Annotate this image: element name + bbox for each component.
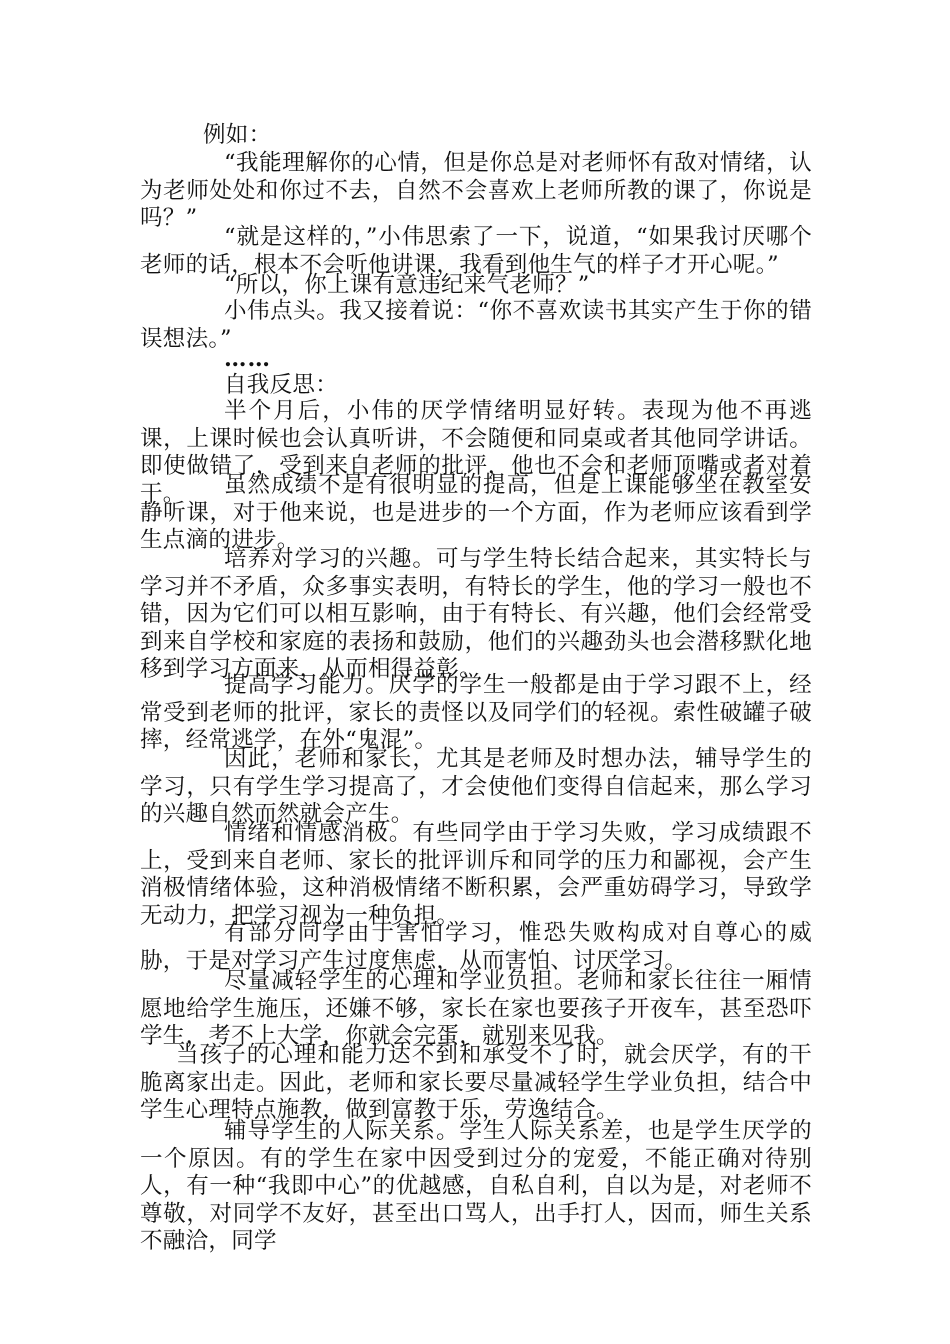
body-paragraph: 虽然成绩不是有很明显的提高，但是上课能够坐在教室安静听课，对于他来说，也是进步的一个方面，作为老师应该看到学生点滴的进步。 bbox=[140, 472, 812, 553]
body-paragraph: 因此，老师和家长，尤其是老师及时想办法，辅导学生的学习，只有学生学习提高了，才会使他们变得自信起来，那么学习的兴趣自然而然就会产生。 bbox=[140, 746, 812, 827]
body-paragraph: 辅导学生的人际关系。学生人际关系差，也是学生厌学的一个原因。有的学生在家中因受到过分的宠爱，不能正确对待别人，有一种“我即中心”的优越感，自私自利，自以为是，对老师不尊敬，对同学不友好，甚至出口骂人，出手打人，因而，师生关系不融洽，同学 bbox=[140, 1118, 812, 1254]
dialogue-paragraph: 小伟点头。我又接着说：“你不喜欢读书其实产生于你的错误想法。” bbox=[140, 298, 812, 352]
dialogue-paragraph: “我能理解你的心情，但是你总是对老师怀有敌对情绪，认为老师处处和你过不去，自然不会喜欢上老师所教的课了，你说是吗？” bbox=[140, 150, 812, 231]
example-heading: 例如： bbox=[203, 122, 272, 148]
body-paragraph: 有部分同学由于害怕学习，惟恐失败构成对自尊心的威胁，于是对学习产生过度焦虑，从而害怕、讨厌学习。 bbox=[140, 920, 812, 974]
ellipsis: …… bbox=[224, 346, 271, 372]
body-paragraph: 提高学习能力。厌学的学生一般都是由于学习跟不上，经常受到老师的批评，家长的责怪以及同学们的轻视。索性破罐子破摔，经常逃学，在外“鬼混”。 bbox=[140, 672, 812, 753]
body-paragraph: 情绪和情感消极。有些同学由于学习失败，学习成绩跟不上，受到来自老师、家长的批评训斥和同学的压力和鄙视，会产生消极情绪体验，这种消极情绪不断积累，会严重妨碍学习，导致学无动力，把学习视为一种负担。 bbox=[140, 820, 812, 929]
body-paragraph: 半个月后，小伟的厌学情绪明显好转。表现为他不再逃课，上课时候也会认真听讲，不会随便和同桌或者其他同学讲话。即使做错了，受到来自老师的批评，他也不会和老师顶嘴或者对着干。 bbox=[140, 398, 812, 507]
body-paragraph: 尽量减轻学生的心理和学业负担。老师和家长往往一厢情愿地给学生施压，还嫌不够，家长在家也要孩子开夜车，甚至恐吓学生，考不上大学，你就会完蛋，就别来见我。 bbox=[140, 968, 812, 1049]
body-paragraph: 当孩子的心理和能力达不到和承受不了时，就会厌学，有的干脆离家出走。因此，老师和家长要尽量减轻学生学业负担，结合中学生心理特点施教，做到富教于乐，劳逸结合。 bbox=[140, 1042, 812, 1123]
dialogue-paragraph: “就是这样的，”小伟思索了一下，说道，“如果我讨厌哪个老师的话，根本不会听他讲课，我看到他生气的样子才开心呢。” bbox=[140, 224, 812, 278]
dialogue-paragraph: “所以，你上课有意违纪来气老师？” bbox=[224, 272, 590, 298]
reflection-heading: 自我反思： bbox=[224, 372, 339, 398]
body-paragraph: 培养对学习的兴趣。可与学生特长结合起来，其实特长与学习并不矛盾，众多事实表明，有特长的学生，他的学习一般也不错，因为它们可以相互影响，由于有特长、有兴趣，他们会经常受到来自学校和家庭的表扬和鼓励，他们的兴趣劲头也会潜移默化地移到学习方面来，从而相得益彰。 bbox=[140, 546, 812, 682]
